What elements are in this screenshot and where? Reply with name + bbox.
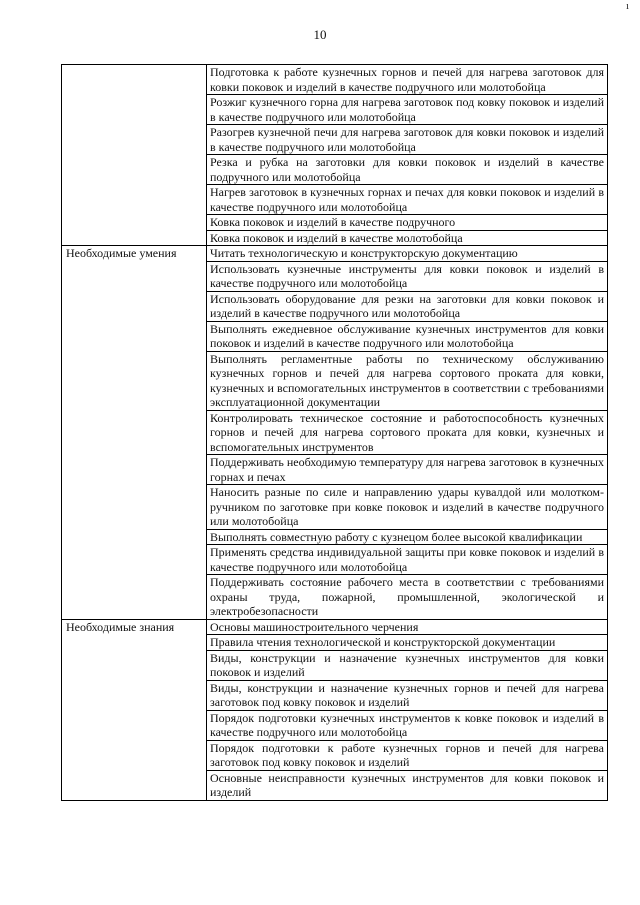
table-cell xyxy=(207,485,608,530)
item-text: Поддерживать состояние рабочего места в соответствии с требованиями охраны труда, пожарной, промышленной, экологической и электробезопасности xyxy=(210,575,604,618)
page-number: 10 xyxy=(313,27,327,42)
table-row xyxy=(62,246,608,262)
table-cell xyxy=(207,351,608,410)
table-cell xyxy=(207,246,608,262)
item-text: Нагрев заготовок в кузнечных горнах и печах для ковки поковок и изделий в качестве подручного или молотобойца xyxy=(210,185,604,214)
item-text: Виды, конструкции и назначение кузнечных инструментов для ковки поковок и изделий xyxy=(210,650,604,679)
item-text: Ковка поковок и изделий в качестве подручного xyxy=(210,215,456,229)
table-cell xyxy=(207,410,608,455)
table-cell xyxy=(207,545,608,575)
table-cell xyxy=(207,529,608,545)
item-text: Основные неисправности кузнечных инструментов для ковки поковок и изделий xyxy=(210,770,604,799)
table-cell xyxy=(207,125,608,155)
item-text: Подготовка к работе кузнечных горнов и печей для нагрева заготовок для ковки поковок и изделий в качестве подручного или молотобойца xyxy=(210,65,604,94)
item-text: Выполнять ежедневное обслуживание кузнечных инструментов для ковки поковок и изделий в качестве подручного или молотобойца xyxy=(210,321,604,350)
table-cell xyxy=(207,650,608,680)
table-cell xyxy=(207,740,608,770)
item-text: Правила чтения технологической и конструкторской документации xyxy=(210,635,556,649)
section-label: Необходимые знания xyxy=(62,619,207,800)
item-text: Выполнять регламентные работы по техническому обслуживанию кузнечных горнов и печей для нагрева сортового проката для ковки, кузнечных и вспомогательных инструментов в соответствии с требованиями эксплуатационной документации xyxy=(210,351,604,409)
item-text: Наносить разные по силе и направлению удары кувалдой или молотком-ручником по заготовке при ковке поковок и изделий в качестве подручного или молотобойца xyxy=(210,485,604,528)
table-cell xyxy=(207,619,608,635)
table-cell xyxy=(207,321,608,351)
item-text: Читать технологическую и конструкторскую документацию xyxy=(210,246,518,260)
table-cell xyxy=(207,291,608,321)
table-cell xyxy=(207,155,608,185)
table-cell xyxy=(207,710,608,740)
table-cell xyxy=(207,455,608,485)
section-label xyxy=(62,65,207,246)
table-cell xyxy=(207,575,608,620)
item-text: Ковка поковок и изделий в качестве молотобойца xyxy=(210,230,463,245)
table-cell xyxy=(207,65,608,95)
table-cell xyxy=(207,230,608,246)
table-row xyxy=(62,619,608,635)
item-text: Использовать кузнечные инструменты для ковки поковок и изделий в качестве подручного или молотобойца xyxy=(210,261,604,290)
corner-mark: ı xyxy=(626,0,630,12)
item-text: Контролировать техническое состояние и работоспособность кузнечных горнов и печей для нагрева сортового проката для ковки, кузнечных и вспомогательных инструментов xyxy=(210,410,604,454)
item-text: Резка и рубка на заготовки для ковки поковок и изделий в качестве подручного или молотобойца xyxy=(210,155,604,184)
table-cell xyxy=(207,261,608,291)
table-cell xyxy=(207,635,608,651)
table-cell xyxy=(207,215,608,231)
item-text: Розжиг кузнечного горна для нагрева заготовок под ковку поковок и изделий в качестве подручного или молотобойца xyxy=(210,95,604,124)
requirements-table xyxy=(61,64,608,801)
item-text: Использовать оборудование для резки на заготовки для ковки поковок и изделий в качестве подручного или молотобойца xyxy=(210,291,604,320)
item-text: Выполнять совместную работу с кузнецом более высокой квалификации xyxy=(210,529,583,544)
item-text: Порядок подготовки кузнечных инструментов к ковке поковок и изделий в качестве подручного или молотобойца xyxy=(210,710,604,739)
table-cell xyxy=(207,95,608,125)
table-cell xyxy=(207,680,608,710)
table-cell xyxy=(207,185,608,215)
table-cell xyxy=(207,770,608,800)
table-row xyxy=(62,65,608,95)
item-text: Применять средства индивидуальной защиты при ковке поковок и изделий в качестве подручного или молотобойца xyxy=(210,545,604,574)
item-text: Разогрев кузнечной печи для нагрева заготовок для ковки поковок и изделий в качестве подручного или молотобойца xyxy=(210,125,604,154)
item-text: Основы машиностроительного черчения xyxy=(210,619,419,634)
item-text: Виды, конструкции и назначение кузнечных горнов и печей для нагрева заготовок под ковку поковок и изделий xyxy=(210,680,604,709)
section-label: Необходимые умения xyxy=(62,246,207,620)
item-text: Поддерживать необходимую температуру для нагрева заготовок в кузнечных горнах и печах xyxy=(210,455,604,484)
item-text: Порядок подготовки к работе кузнечных горнов и печей для нагрева заготовок под ковку поковок и изделий xyxy=(210,740,604,769)
